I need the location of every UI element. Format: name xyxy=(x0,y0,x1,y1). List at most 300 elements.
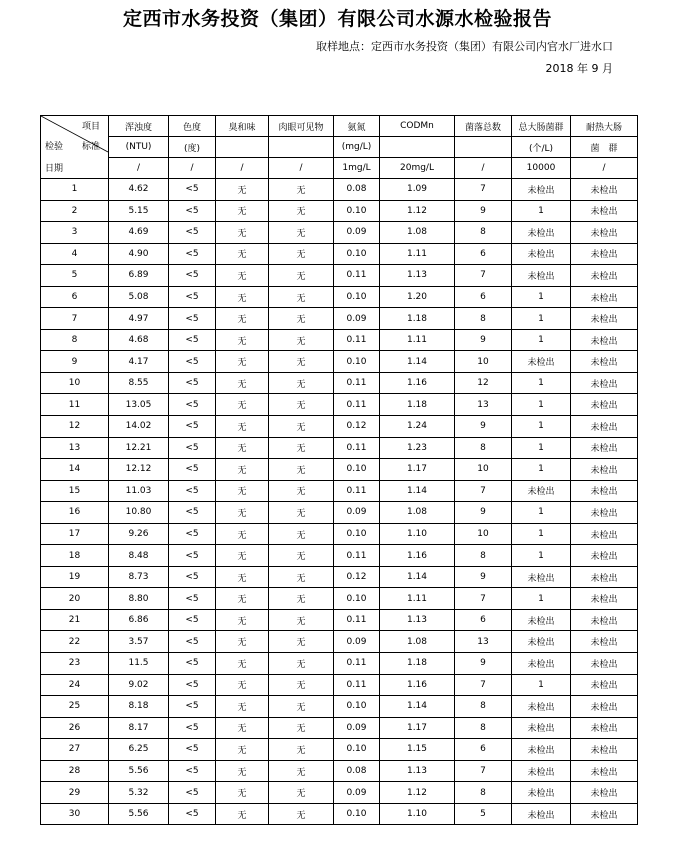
value-cell: 未检出 xyxy=(571,200,638,222)
value-cell: 未检出 xyxy=(571,394,638,416)
value-cell: 8.18 xyxy=(109,696,169,718)
column-standard: / xyxy=(216,158,269,179)
value-cell: 无 xyxy=(269,222,334,244)
value-cell: 1.18 xyxy=(380,308,455,330)
value-cell: 1.11 xyxy=(380,588,455,610)
value-cell: 9 xyxy=(455,200,512,222)
day-cell: 27 xyxy=(41,739,109,761)
column-header-name: 总大肠菌群 xyxy=(512,116,571,137)
table-row xyxy=(41,437,638,459)
value-cell: 未检出 xyxy=(571,459,638,481)
value-cell: 未检出 xyxy=(512,717,571,739)
day-cell: 6 xyxy=(41,286,109,308)
value-cell: 1 xyxy=(512,545,571,567)
value-cell: 无 xyxy=(216,631,269,653)
value-cell: 无 xyxy=(216,459,269,481)
value-cell: 0.11 xyxy=(334,394,380,416)
table-row xyxy=(41,696,638,718)
value-cell: <5 xyxy=(169,200,216,222)
value-cell: 未检出 xyxy=(571,803,638,825)
value-cell: 0.11 xyxy=(334,653,380,675)
table-row xyxy=(41,609,638,631)
value-cell: 0.10 xyxy=(334,286,380,308)
value-cell: 未检出 xyxy=(571,286,638,308)
day-cell: 8 xyxy=(41,329,109,351)
value-cell: 无 xyxy=(216,351,269,373)
column-standard: 10000 xyxy=(512,158,571,179)
value-cell: 8 xyxy=(455,545,512,567)
value-cell: <5 xyxy=(169,631,216,653)
value-cell: 1.18 xyxy=(380,653,455,675)
value-cell: 6 xyxy=(455,243,512,265)
day-cell: 5 xyxy=(41,265,109,287)
value-cell: 1.14 xyxy=(380,696,455,718)
table-row xyxy=(41,329,638,351)
day-cell: 11 xyxy=(41,394,109,416)
value-cell: 未检出 xyxy=(512,222,571,244)
day-cell: 21 xyxy=(41,609,109,631)
day-cell: 4 xyxy=(41,243,109,265)
value-cell: 无 xyxy=(269,351,334,373)
day-cell: 16 xyxy=(41,502,109,524)
value-cell: 未检出 xyxy=(571,416,638,438)
value-cell: 未检出 xyxy=(571,545,638,567)
header-row-standards xyxy=(41,158,638,179)
value-cell: 7 xyxy=(455,480,512,502)
table-row xyxy=(41,200,638,222)
value-cell: 0.11 xyxy=(334,545,380,567)
value-cell: 未检出 xyxy=(571,739,638,761)
value-cell: 1.12 xyxy=(380,200,455,222)
value-cell: 6.89 xyxy=(109,265,169,287)
value-cell: 1 xyxy=(512,308,571,330)
value-cell: 无 xyxy=(216,243,269,265)
value-cell: 无 xyxy=(269,308,334,330)
column-header-unit: (NTU) xyxy=(109,137,169,158)
column-header-unit: (个/L) xyxy=(512,137,571,158)
day-cell: 23 xyxy=(41,653,109,675)
value-cell: <5 xyxy=(169,609,216,631)
value-cell: 5 xyxy=(455,803,512,825)
value-cell: 未检出 xyxy=(571,760,638,782)
table-row xyxy=(41,545,638,567)
table-row xyxy=(41,286,638,308)
table-row xyxy=(41,588,638,610)
day-cell: 12 xyxy=(41,416,109,438)
value-cell: 11.5 xyxy=(109,653,169,675)
value-cell: 1 xyxy=(512,286,571,308)
value-cell: 10.80 xyxy=(109,502,169,524)
value-cell: 无 xyxy=(269,523,334,545)
value-cell: 未检出 xyxy=(571,782,638,804)
value-cell: 无 xyxy=(269,286,334,308)
corner-test-label: 检验 xyxy=(45,142,64,152)
table-row xyxy=(41,717,638,739)
value-cell: 1.14 xyxy=(380,480,455,502)
column-standard: / xyxy=(269,158,334,179)
value-cell: 无 xyxy=(269,179,334,201)
value-cell: 未检出 xyxy=(571,631,638,653)
value-cell: <5 xyxy=(169,674,216,696)
value-cell: 5.32 xyxy=(109,782,169,804)
value-cell: 8 xyxy=(455,782,512,804)
value-cell: 8.17 xyxy=(109,717,169,739)
value-cell: 无 xyxy=(216,566,269,588)
value-cell: 未检出 xyxy=(512,265,571,287)
value-cell: <5 xyxy=(169,696,216,718)
value-cell: 未检出 xyxy=(571,243,638,265)
day-cell: 17 xyxy=(41,523,109,545)
value-cell: 9.26 xyxy=(109,523,169,545)
value-cell: 8.48 xyxy=(109,545,169,567)
value-cell: 0.10 xyxy=(334,739,380,761)
value-cell: 14.02 xyxy=(109,416,169,438)
value-cell: 无 xyxy=(216,480,269,502)
value-cell: 0.11 xyxy=(334,329,380,351)
value-cell: 未检出 xyxy=(512,179,571,201)
value-cell: 1.13 xyxy=(380,609,455,631)
value-cell: 1.24 xyxy=(380,416,455,438)
value-cell: 12 xyxy=(455,372,512,394)
value-cell: 1.16 xyxy=(380,372,455,394)
value-cell: 未检出 xyxy=(571,674,638,696)
table-row xyxy=(41,803,638,825)
value-cell: <5 xyxy=(169,760,216,782)
value-cell: 未检出 xyxy=(512,631,571,653)
value-cell: 1 xyxy=(512,329,571,351)
value-cell: 4.68 xyxy=(109,329,169,351)
value-cell: <5 xyxy=(169,394,216,416)
value-cell: 8.55 xyxy=(109,372,169,394)
value-cell: 1 xyxy=(512,502,571,524)
value-cell: 9 xyxy=(455,653,512,675)
value-cell: 0.09 xyxy=(334,222,380,244)
value-cell: 11.03 xyxy=(109,480,169,502)
value-cell: 无 xyxy=(269,674,334,696)
value-cell: 无 xyxy=(216,329,269,351)
value-cell: 未检出 xyxy=(571,222,638,244)
value-cell: 无 xyxy=(269,739,334,761)
day-cell: 7 xyxy=(41,308,109,330)
column-header-unit: 菌 群 xyxy=(571,137,638,158)
table-row xyxy=(41,480,638,502)
value-cell: 1 xyxy=(512,674,571,696)
value-cell: 7 xyxy=(455,588,512,610)
value-cell: 13.05 xyxy=(109,394,169,416)
column-standard: / xyxy=(455,158,512,179)
value-cell: 0.10 xyxy=(334,696,380,718)
report-title: 定西市水务投资（集团）有限公司水源水检验报告 xyxy=(122,8,552,30)
table-row xyxy=(41,523,638,545)
value-cell: 无 xyxy=(216,437,269,459)
value-cell: <5 xyxy=(169,653,216,675)
value-cell: 12.12 xyxy=(109,459,169,481)
value-cell: <5 xyxy=(169,351,216,373)
value-cell: 6 xyxy=(455,286,512,308)
corner-header-cell xyxy=(41,116,109,179)
value-cell: 无 xyxy=(269,437,334,459)
value-cell: 0.10 xyxy=(334,523,380,545)
column-header-unit: (度) xyxy=(169,137,216,158)
value-cell: 7 xyxy=(455,760,512,782)
value-cell: 0.10 xyxy=(334,200,380,222)
value-cell: 1.13 xyxy=(380,760,455,782)
value-cell: <5 xyxy=(169,329,216,351)
value-cell: 无 xyxy=(216,179,269,201)
day-cell: 29 xyxy=(41,782,109,804)
value-cell: 1.13 xyxy=(380,265,455,287)
day-cell: 1 xyxy=(41,179,109,201)
value-cell: 1.17 xyxy=(380,459,455,481)
value-cell: 未检出 xyxy=(512,351,571,373)
value-cell: 未检出 xyxy=(571,653,638,675)
value-cell: 1.08 xyxy=(380,631,455,653)
value-cell: 无 xyxy=(269,329,334,351)
value-cell: 5.56 xyxy=(109,803,169,825)
value-cell: 无 xyxy=(216,265,269,287)
day-cell: 30 xyxy=(41,803,109,825)
value-cell: 未检出 xyxy=(571,523,638,545)
value-cell: 0.11 xyxy=(334,437,380,459)
value-cell: 1.08 xyxy=(380,222,455,244)
day-cell: 24 xyxy=(41,674,109,696)
column-header-name: CODMn xyxy=(380,116,455,137)
value-cell: <5 xyxy=(169,588,216,610)
day-cell: 20 xyxy=(41,588,109,610)
value-cell: 无 xyxy=(269,265,334,287)
value-cell: 13 xyxy=(455,394,512,416)
header-row-units xyxy=(41,137,638,158)
value-cell: 未检出 xyxy=(512,566,571,588)
value-cell: <5 xyxy=(169,545,216,567)
value-cell: 1.11 xyxy=(380,329,455,351)
value-cell: 0.11 xyxy=(334,480,380,502)
column-header-name: 浑浊度 xyxy=(109,116,169,137)
table-row xyxy=(41,782,638,804)
value-cell: 7 xyxy=(455,674,512,696)
column-header-unit: (mg/L) xyxy=(334,137,380,158)
value-cell: 8 xyxy=(455,696,512,718)
value-cell: 无 xyxy=(216,803,269,825)
value-cell: 无 xyxy=(216,696,269,718)
value-cell: 无 xyxy=(269,760,334,782)
value-cell: 1.10 xyxy=(380,803,455,825)
value-cell: 0.12 xyxy=(334,416,380,438)
value-cell: <5 xyxy=(169,437,216,459)
value-cell: 5.15 xyxy=(109,200,169,222)
value-cell: 0.10 xyxy=(334,588,380,610)
value-cell: 1.08 xyxy=(380,502,455,524)
value-cell: 1.14 xyxy=(380,566,455,588)
value-cell: 0.09 xyxy=(334,717,380,739)
value-cell: 0.09 xyxy=(334,782,380,804)
column-standard: / xyxy=(109,158,169,179)
value-cell: 10 xyxy=(455,351,512,373)
value-cell: <5 xyxy=(169,459,216,481)
value-cell: 无 xyxy=(269,243,334,265)
value-cell: 7 xyxy=(455,265,512,287)
day-cell: 19 xyxy=(41,566,109,588)
value-cell: 未检出 xyxy=(571,308,638,330)
value-cell: 1.20 xyxy=(380,286,455,308)
value-cell: 0.12 xyxy=(334,566,380,588)
value-cell: 未检出 xyxy=(571,179,638,201)
value-cell: 5.08 xyxy=(109,286,169,308)
table-row xyxy=(41,308,638,330)
value-cell: 7 xyxy=(455,179,512,201)
day-cell: 25 xyxy=(41,696,109,718)
value-cell: 6 xyxy=(455,739,512,761)
value-cell: 1 xyxy=(512,437,571,459)
value-cell: 无 xyxy=(216,782,269,804)
day-cell: 28 xyxy=(41,760,109,782)
value-cell: 8.80 xyxy=(109,588,169,610)
column-header-name: 色度 xyxy=(169,116,216,137)
value-cell: 1.11 xyxy=(380,243,455,265)
value-cell: 无 xyxy=(216,653,269,675)
value-cell: 无 xyxy=(269,416,334,438)
table-row xyxy=(41,760,638,782)
table-row xyxy=(41,372,638,394)
value-cell: 3.57 xyxy=(109,631,169,653)
value-cell: 未检出 xyxy=(571,502,638,524)
value-cell: 无 xyxy=(269,459,334,481)
value-cell: 0.08 xyxy=(334,760,380,782)
value-cell: 4.17 xyxy=(109,351,169,373)
value-cell: 未检出 xyxy=(571,329,638,351)
value-cell: 未检出 xyxy=(512,782,571,804)
day-cell: 10 xyxy=(41,372,109,394)
value-cell: 8 xyxy=(455,437,512,459)
value-cell: 无 xyxy=(216,760,269,782)
value-cell: 无 xyxy=(216,222,269,244)
value-cell: 0.10 xyxy=(334,803,380,825)
value-cell: 0.09 xyxy=(334,502,380,524)
value-cell: <5 xyxy=(169,372,216,394)
value-cell: 无 xyxy=(216,200,269,222)
value-cell: 0.11 xyxy=(334,674,380,696)
value-cell: 1.12 xyxy=(380,782,455,804)
value-cell: 13 xyxy=(455,631,512,653)
value-cell: 8 xyxy=(455,222,512,244)
value-cell: 无 xyxy=(216,416,269,438)
value-cell: 8 xyxy=(455,308,512,330)
value-cell: 1.17 xyxy=(380,717,455,739)
value-cell: 0.09 xyxy=(334,631,380,653)
value-cell: 1 xyxy=(512,523,571,545)
value-cell: <5 xyxy=(169,523,216,545)
value-cell: <5 xyxy=(169,222,216,244)
value-cell: 未检出 xyxy=(571,351,638,373)
value-cell: 无 xyxy=(269,588,334,610)
day-cell: 14 xyxy=(41,459,109,481)
value-cell: <5 xyxy=(169,286,216,308)
corner-date-label: 日期 xyxy=(45,164,64,174)
day-cell: 13 xyxy=(41,437,109,459)
value-cell: 无 xyxy=(269,502,334,524)
value-cell: 无 xyxy=(216,739,269,761)
value-cell: 未检出 xyxy=(512,653,571,675)
sampling-location: 取样地点：定西市水务投资（集团）有限公司内官水厂进水口 xyxy=(316,40,613,53)
value-cell: 未检出 xyxy=(512,760,571,782)
value-cell: 12.21 xyxy=(109,437,169,459)
value-cell: 1.23 xyxy=(380,437,455,459)
value-cell: 0.09 xyxy=(334,308,380,330)
value-cell: 0.11 xyxy=(334,265,380,287)
value-cell: 无 xyxy=(216,674,269,696)
column-header-unit xyxy=(269,137,334,158)
value-cell: 4.97 xyxy=(109,308,169,330)
column-header-name: 氨氮 xyxy=(334,116,380,137)
table-row xyxy=(41,416,638,438)
header-row-names xyxy=(41,116,638,137)
value-cell: 未检出 xyxy=(512,696,571,718)
value-cell: 0.11 xyxy=(334,372,380,394)
value-cell: 8 xyxy=(455,717,512,739)
value-cell: 0.08 xyxy=(334,179,380,201)
column-standard: / xyxy=(571,158,638,179)
value-cell: 未检出 xyxy=(571,717,638,739)
value-cell: 未检出 xyxy=(571,480,638,502)
value-cell: <5 xyxy=(169,480,216,502)
value-cell: 未检出 xyxy=(571,609,638,631)
report-date: 2018 年 9 月 xyxy=(545,62,613,75)
value-cell: 未检出 xyxy=(512,480,571,502)
day-cell: 26 xyxy=(41,717,109,739)
day-cell: 22 xyxy=(41,631,109,653)
value-cell: <5 xyxy=(169,803,216,825)
table-row xyxy=(41,674,638,696)
table-row xyxy=(41,739,638,761)
value-cell: 1.09 xyxy=(380,179,455,201)
corner-item-label: 项目 xyxy=(81,122,100,132)
value-cell: 4.90 xyxy=(109,243,169,265)
value-cell: 1 xyxy=(512,588,571,610)
value-cell: <5 xyxy=(169,566,216,588)
value-cell: 1 xyxy=(512,416,571,438)
value-cell: 无 xyxy=(269,782,334,804)
table-row xyxy=(41,243,638,265)
value-cell: <5 xyxy=(169,308,216,330)
value-cell: 1.15 xyxy=(380,739,455,761)
value-cell: 未检出 xyxy=(571,566,638,588)
value-cell: 6.25 xyxy=(109,739,169,761)
value-cell: 无 xyxy=(269,566,334,588)
value-cell: 未检出 xyxy=(571,696,638,718)
value-cell: 0.10 xyxy=(334,351,380,373)
day-cell: 2 xyxy=(41,200,109,222)
value-cell: 未检出 xyxy=(571,588,638,610)
value-cell: 未检出 xyxy=(512,739,571,761)
value-cell: <5 xyxy=(169,265,216,287)
value-cell: 无 xyxy=(269,372,334,394)
value-cell: 未检出 xyxy=(571,372,638,394)
value-cell: 无 xyxy=(216,394,269,416)
value-cell: 1.16 xyxy=(380,545,455,567)
column-standard: / xyxy=(169,158,216,179)
value-cell: 1.10 xyxy=(380,523,455,545)
value-cell: 未检出 xyxy=(571,265,638,287)
day-cell: 9 xyxy=(41,351,109,373)
table-row xyxy=(41,179,638,201)
value-cell: 无 xyxy=(216,308,269,330)
value-cell: <5 xyxy=(169,739,216,761)
value-cell: 9.02 xyxy=(109,674,169,696)
value-cell: 0.11 xyxy=(334,609,380,631)
value-cell: 无 xyxy=(216,523,269,545)
day-cell: 15 xyxy=(41,480,109,502)
column-standard: 1mg/L xyxy=(334,158,380,179)
